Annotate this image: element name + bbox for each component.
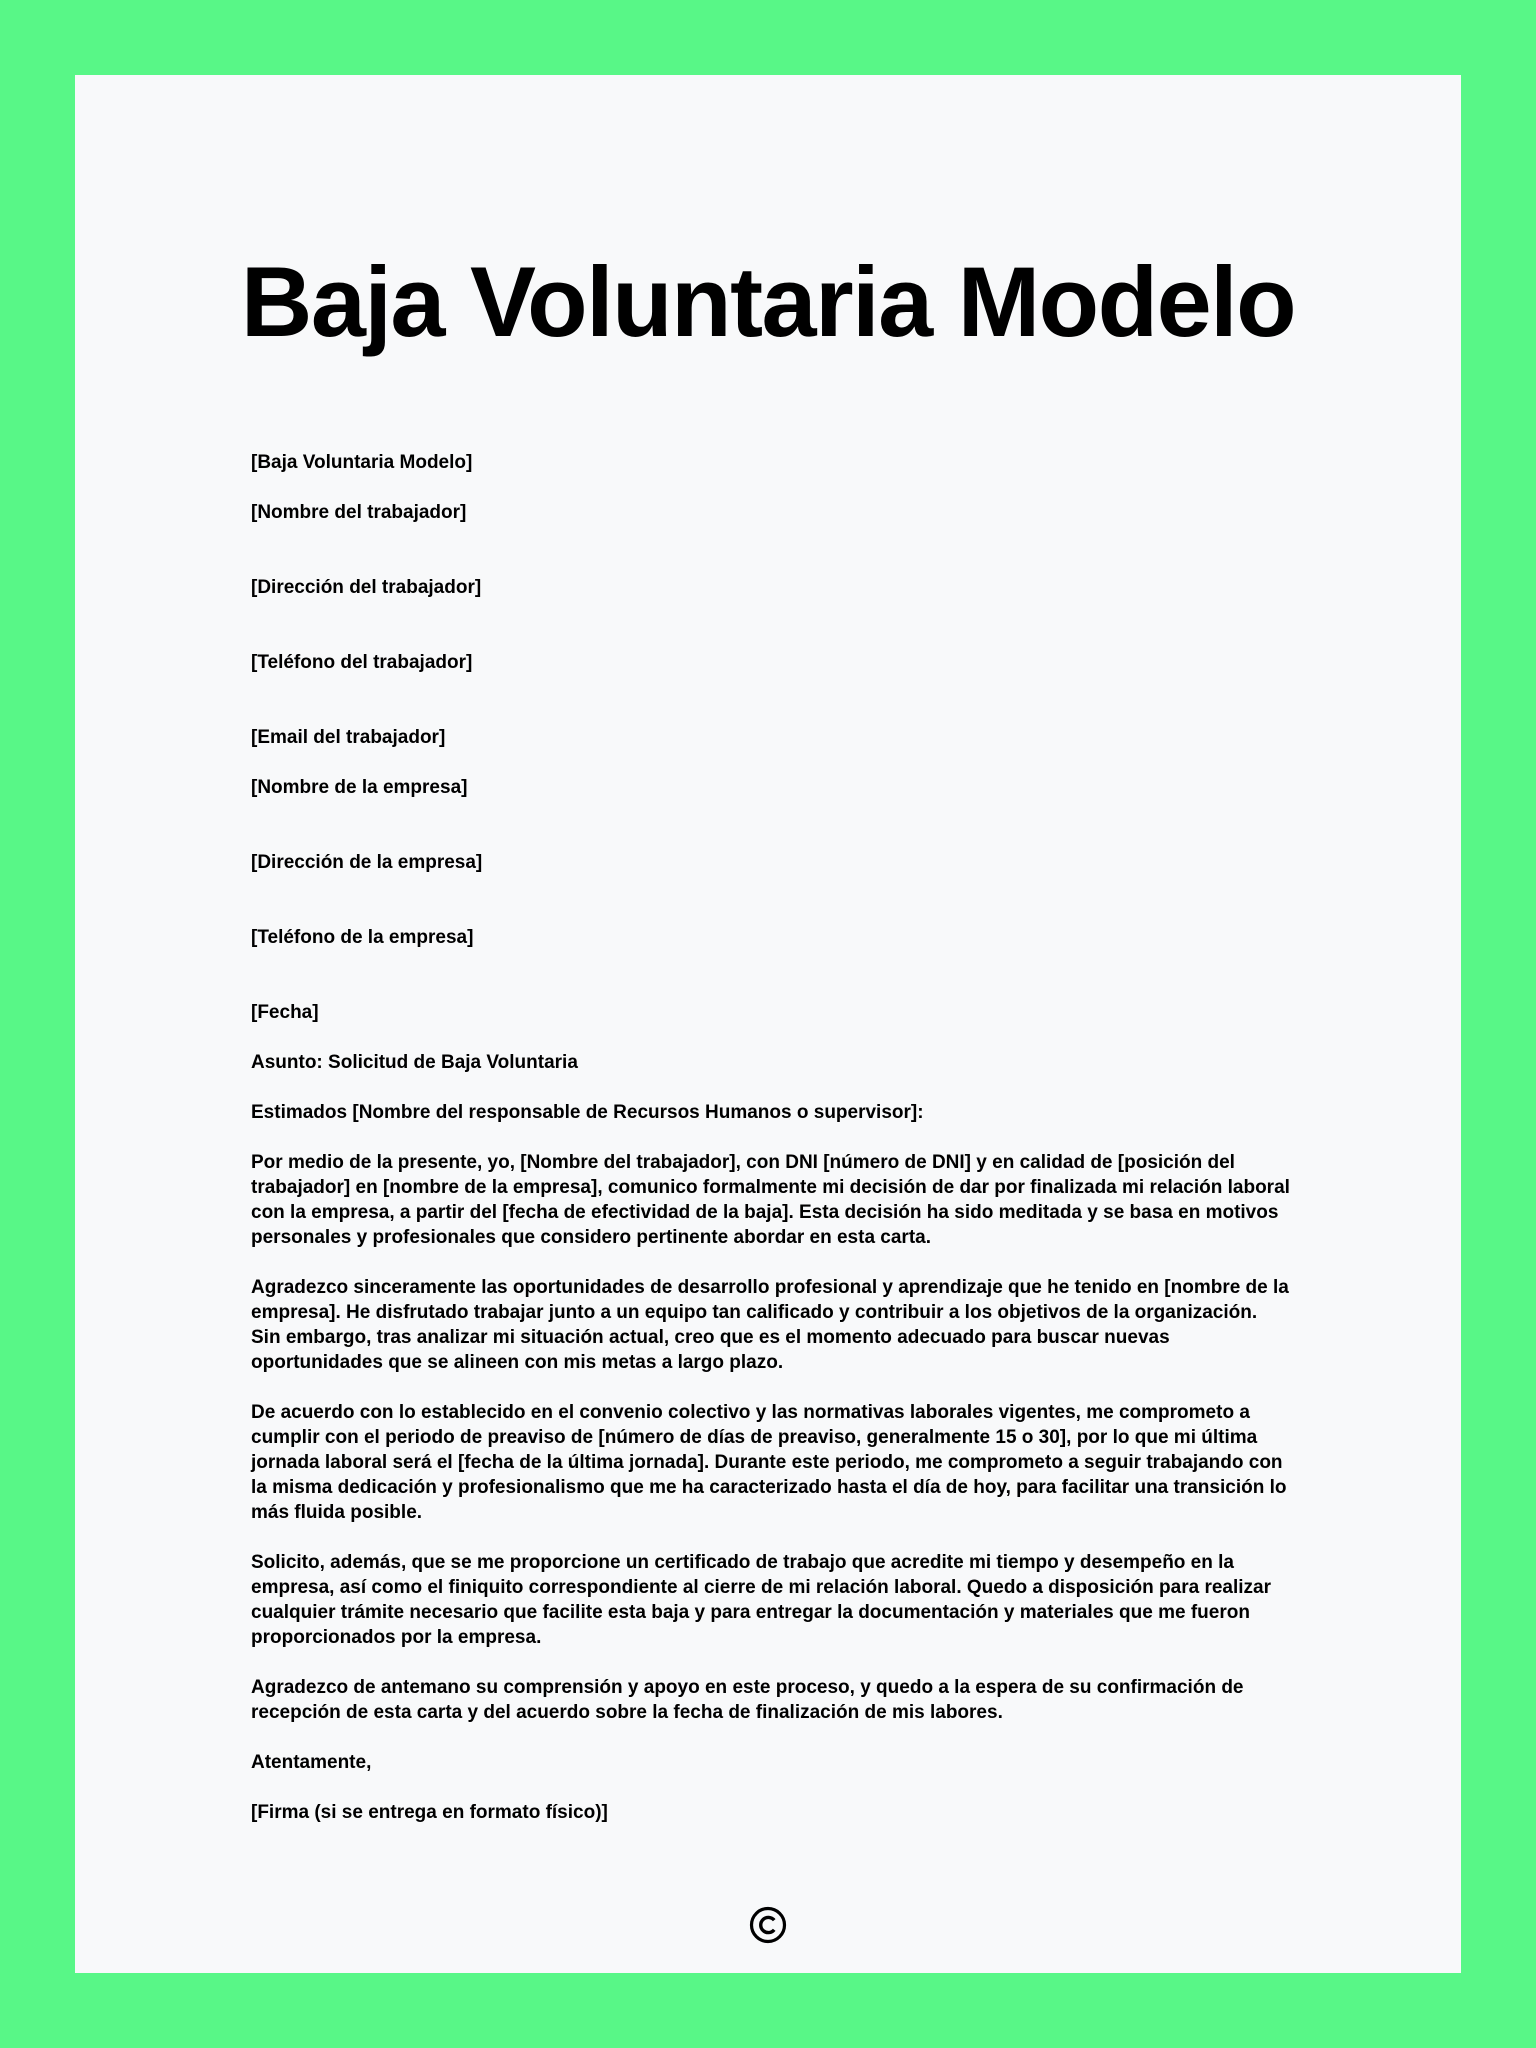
letter-greeting: Estimados [Nombre del responsable de Recursos Humanos o supervisor]: xyxy=(251,1102,924,1123)
letter-body xyxy=(251,450,1291,1850)
paragraph-certificate-request: Solicito, además, que se me proporcione un certificado de trabajo que acredite mi tiempo y desempeño en la empresa, así como el finiquito correspondiente al cierre de mi relación laboral. Quedo a disposición para realizar cualquier trámite necesario que facilite esta baja y para entregar la documentación y materiales que me fueron proporcionados por la empresa. xyxy=(251,1552,1271,1648)
document-title: Baja Voluntaria Modelo xyxy=(240,246,1296,357)
copyright-icon xyxy=(748,1905,788,1945)
header-line-worker-phone: [Teléfono del trabajador] xyxy=(251,652,473,673)
paragraph-notice-period: De acuerdo con lo establecido en el convenio colectivo y las normativas laborales vigentes, me comprometo a cumplir con el periodo de preaviso de [número de días de preaviso, generalmente 15 o 30], por lo que mi última jornada laboral será el [fecha de la última jornada]. Durante este periodo, me comprometo a seguir trabajando con la misma dedicación y profesionalismo que me ha caracterizado hasta el día de hoy, para facilitar una transición lo más fluida posible. xyxy=(251,1402,1287,1523)
header-line-worker-name: [Nombre del trabajador] xyxy=(251,502,467,523)
header-line-company-address: [Dirección de la empresa] xyxy=(251,852,483,873)
header-line-template-name: [Baja Voluntaria Modelo] xyxy=(251,452,473,473)
letter-signature: [Firma (si se entrega en formato físico)] xyxy=(251,1802,608,1823)
header-line-company-phone: [Teléfono de la empresa] xyxy=(251,927,474,948)
header-line-worker-address: [Dirección del trabajador] xyxy=(251,577,482,598)
letter-closing: Atentamente, xyxy=(251,1752,372,1773)
paragraph-gratitude: Agradezco sinceramente las oportunidades de desarrollo profesional y aprendizaje que he tenido en [nombre de la empresa]. He disfrutado trabajar junto a un equipo tan calificado y contribuir a los objetivos de la organización. Sin embargo, tras analizar mi situación actual, creo que es el momento adecuado para buscar nuevas oportunidades que se alineen con mis metas a largo plazo. xyxy=(251,1277,1289,1373)
header-line-date: [Fecha] xyxy=(251,1002,319,1023)
header-line-worker-email: [Email del trabajador] xyxy=(251,727,446,748)
paragraph-resignation-notice: Por medio de la presente, yo, [Nombre del trabajador], con DNI [número de DNI] y en calidad de [posición del trabajador] en [nombre de la empresa], comunico formalmente mi decisión de dar por finalizada mi relación laboral con la empresa, a partir del [fecha de efectividad de la baja]. Esta decisión ha sido meditada y se basa en motivos personales y profesionales que considero pertinente abordar en esta carta. xyxy=(251,1152,1290,1248)
header-line-company-name: [Nombre de la empresa] xyxy=(251,777,468,798)
paragraph-closing-thanks: Agradezco de antemano su comprensión y apoyo en este proceso, y quedo a la espera de su confirmación de recepción de esta carta y del acuerdo sobre la fecha de finalización de mis labores. xyxy=(251,1677,1244,1723)
letter-subject: Asunto: Solicitud de Baja Voluntaria xyxy=(251,1052,578,1073)
